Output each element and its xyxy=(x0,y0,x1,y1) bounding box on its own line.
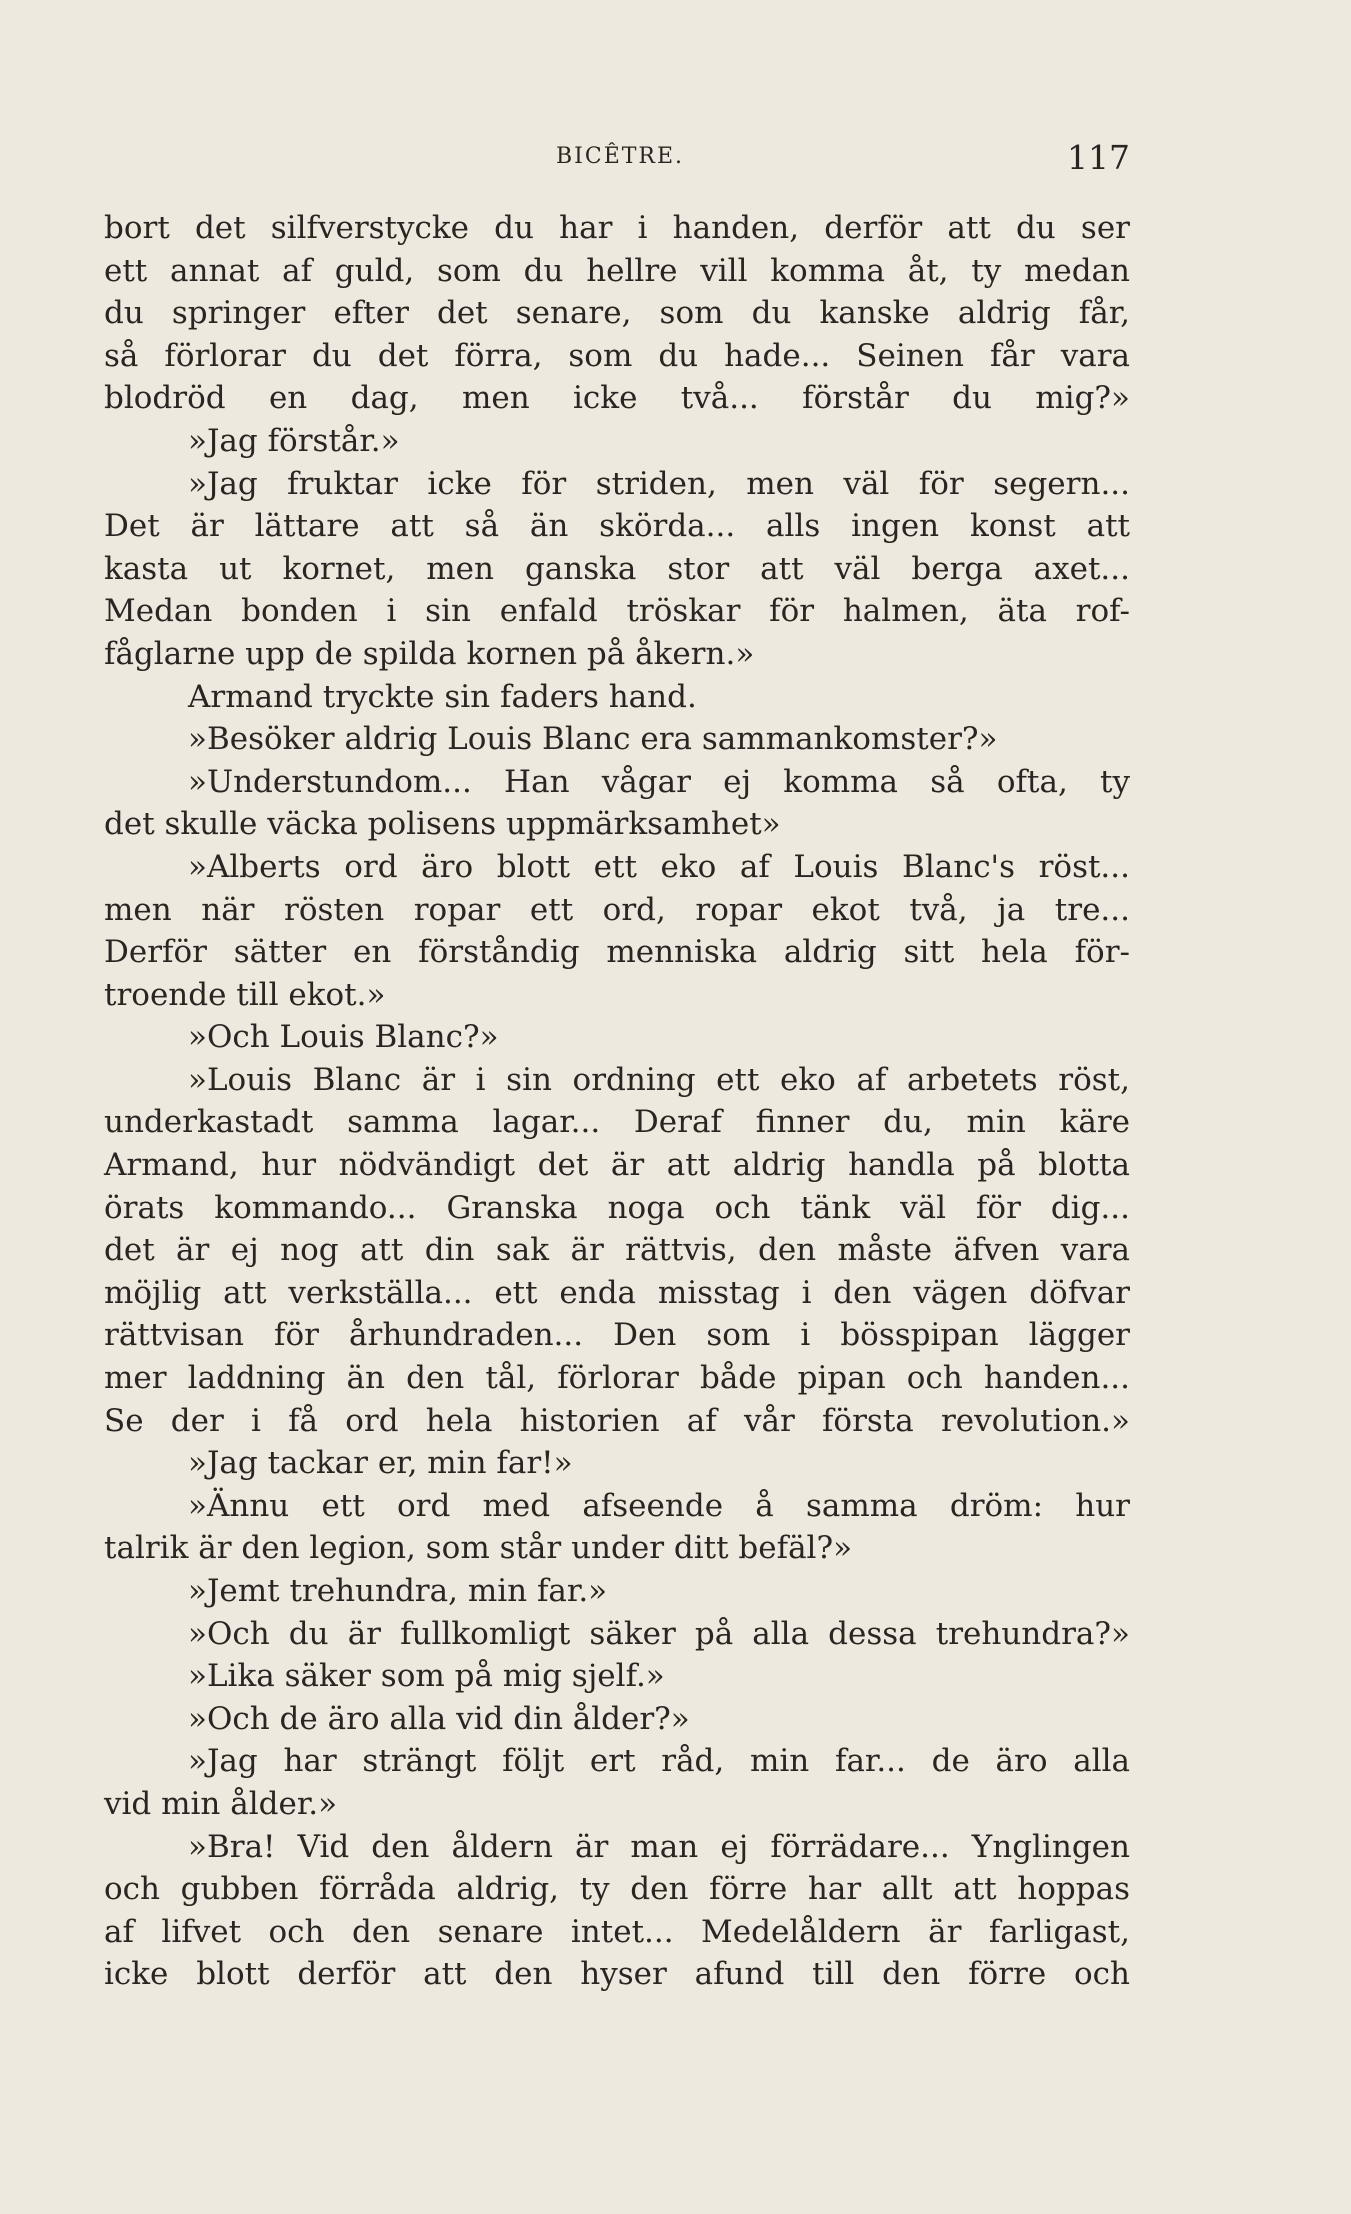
text-line: rättvisan för århundraden... Den som i bösspipan lägger xyxy=(104,1317,1130,1354)
page-header xyxy=(104,138,1130,182)
text-line: »Louis Blanc är i sin ordning ett eko af arbetets röst, xyxy=(188,1061,1130,1098)
running-head: BICÊTRE. xyxy=(556,144,685,169)
text-line: Det är lättare att så än skörda... alls ingen konst att xyxy=(104,508,1130,545)
text-line: Se der i få ord hela historien af vår första revolution.» xyxy=(104,1402,1130,1439)
text-line: »Jag förstår.» xyxy=(188,422,400,459)
text-line: »Jag tackar er, min far!» xyxy=(188,1445,573,1482)
text-line: kasta ut kornet, men ganska stor att väl berga axet... xyxy=(104,550,1130,587)
text-line: Armand, hur nödvändigt det är att aldrig handla på blotta xyxy=(104,1147,1130,1184)
text-line: ett annat af guld, som du hellre vill komma åt, ty medan xyxy=(104,252,1130,289)
text-line: vid min ålder.» xyxy=(104,1785,338,1822)
text-line: det är ej nog att din sak är rättvis, den måste äfven vara xyxy=(104,1232,1130,1269)
text-line: blodröd en dag, men icke två... förstår du mig?» xyxy=(104,380,1130,417)
text-line: fåglarne upp de spilda kornen på åkern.» xyxy=(104,635,755,672)
text-line: »Lika säker som på mig sjelf.» xyxy=(188,1658,665,1695)
text-line: icke blott derför att den hyser afund till den förre och xyxy=(104,1956,1130,1993)
text-line: och gubben förråda aldrig, ty den förre har allt att hoppas xyxy=(104,1871,1130,1908)
text-line: örats kommando... Granska noga och tänk väl för dig... xyxy=(104,1189,1130,1226)
text-line: Derför sätter en förståndig menniska aldrig sitt hela för- xyxy=(104,934,1130,971)
text-line: mer laddning än den tål, förlorar både pipan och handen... xyxy=(104,1360,1130,1397)
text-line: »Jag fruktar icke för striden, men väl för segern... xyxy=(188,465,1130,502)
text-line: underkastadt samma lagar... Deraf finner du, min käre xyxy=(104,1104,1130,1141)
text-line: »Och de äro alla vid din ålder?» xyxy=(188,1700,690,1737)
text-line: »Och Louis Blanc?» xyxy=(188,1019,499,1056)
text-line: det skulle väcka polisens uppmärksamhet» xyxy=(104,806,781,843)
text-line: »Jag har strängt följt ert råd, min far... de äro alla xyxy=(188,1743,1130,1780)
text-line: troende till ekot.» xyxy=(104,976,386,1013)
text-line: Medan bonden i sin enfald tröskar för halmen, äta rof- xyxy=(104,593,1130,630)
text-line: talrik är den legion, som står under ditt befäl?» xyxy=(104,1530,853,1567)
text-line: »Bra! Vid den åldern är man ej förrädare... Ynglingen xyxy=(188,1828,1130,1865)
text-line: »Och du är fullkomligt säker på alla dessa trehundra?» xyxy=(188,1615,1130,1652)
text-line: bort det silfverstycke du har i handen, derför att du ser xyxy=(104,210,1130,246)
text-line: Armand tryckte sin faders hand. xyxy=(188,678,697,715)
text-line: men när rösten ropar ett ord, ropar ekot två, ja tre... xyxy=(104,891,1130,928)
text-line: »Jemt trehundra, min far.» xyxy=(188,1573,608,1609)
page-number: 117 xyxy=(1067,138,1130,177)
text-line: så förlorar du det förra, som du hade... Seinen får vara xyxy=(104,337,1130,374)
text-line: möjlig att verkställa... ett enda misstag i den vägen döfvar xyxy=(104,1274,1130,1311)
text-line: du springer efter det senare, som du kanske aldrig får, xyxy=(104,295,1130,332)
text-line: »Besöker aldrig Louis Blanc era sammankomster?» xyxy=(188,721,998,758)
text-line: »Ännu ett ord med afseende å samma dröm: hur xyxy=(188,1487,1130,1524)
text-line: af lifvet och den senare intet... Medelåldern är farligast, xyxy=(104,1913,1130,1950)
text-line: »Alberts ord äro blott ett eko af Louis Blanc's röst... xyxy=(188,848,1130,885)
text-line: »Understundom... Han vågar ej komma så ofta, ty xyxy=(188,763,1130,800)
body-text xyxy=(104,207,1130,1996)
